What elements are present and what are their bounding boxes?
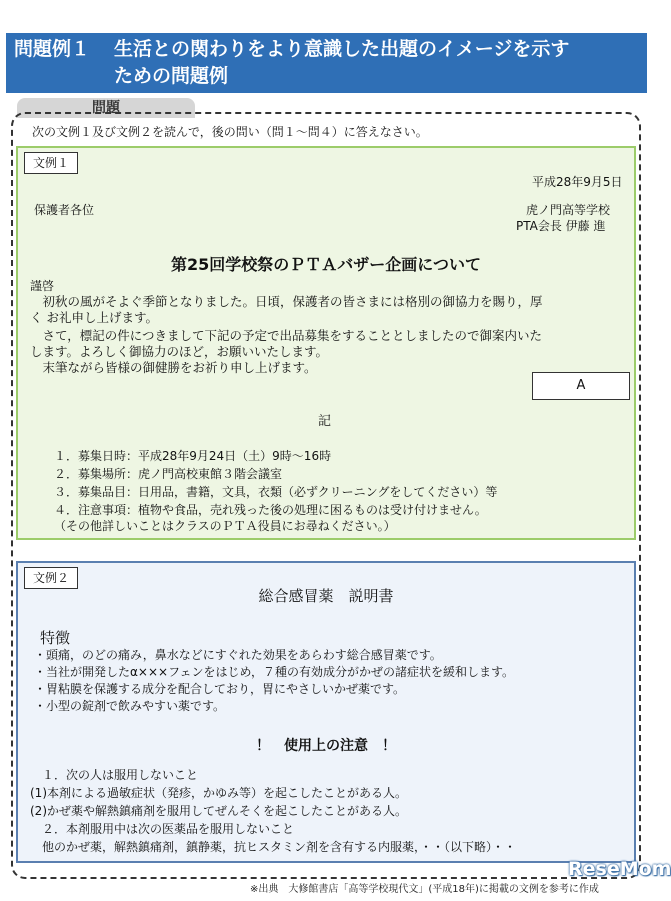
caution-line: (2)かぜ薬や解熱鎮痛剤を服用してぜんそくを起こしたことがある人。 — [30, 804, 408, 818]
caution-line: １．次の人は服用しないこと — [30, 768, 199, 782]
letter-body-line: 初秋の風がそよぐ季節となりました。日頃，保護者の皆さまには格別の御協力を賜り，厚 — [30, 294, 543, 309]
feature-item: ・小型の錠剤で飲みやすい薬です。 — [34, 699, 226, 713]
example1-tag: 文例１ — [24, 152, 78, 174]
example2-box — [16, 561, 636, 863]
list-item: （その他詳しいことはクラスのＰＴＡ役員にお尋ねください。） — [54, 519, 396, 533]
feature-item: ・頭痛，のどの痛み，鼻水などにすぐれた効果をあらわす総合感冒薬です。 — [34, 648, 442, 662]
caution-heading: ！ 使用上の注意 ！ — [256, 738, 396, 754]
instruction-text: 次の文例１及び文例２を読んで，後の問い（問１～問４）に答えなさい。 — [32, 125, 428, 139]
header-label: 問題例１ — [14, 38, 91, 60]
caution-line: 他のかぜ薬，解熱鎮痛剤，鎮静薬，抗ヒスタミン剤を含有する内服薬，・・（以下略）・・ — [30, 840, 517, 854]
letter-recipient: 保護者各位 — [34, 203, 95, 217]
feature-item: ・胃粘膜を保護する成分を配合しており，胃にやさしいかぜ薬です。 — [34, 682, 406, 696]
list-item: ２．募集場所：虎ノ門高校東館３階会議室 — [54, 467, 283, 481]
example1-box — [16, 146, 636, 540]
page-header — [6, 33, 647, 93]
blank-box-a: A — [532, 372, 630, 400]
header-line1 — [14, 36, 639, 63]
header-title-line2: ための問題例 — [114, 65, 229, 87]
letter-body-line: く お礼申し上げます。 — [30, 310, 158, 325]
question-tab: 問題 — [17, 98, 195, 118]
caution-line: (1)本剤による過敏症状（発疹，かゆみ等）を起こしたことがある人。 — [30, 786, 408, 800]
letter-title: 第25回学校祭のＰＴＡバザー企画について — [171, 255, 481, 274]
features-heading: 特徴 — [40, 629, 71, 647]
caution-line: ２．本剤服用中は次の医薬品を服用しないこと — [30, 822, 295, 836]
list-item: １．募集日時：平成28年9月24日（土）9時～16時 — [54, 449, 332, 463]
source-note: ※出典 大修館書店「高等学校現代文」(平成18年)に掲載の文例を参考に作成 — [250, 884, 599, 895]
example2-tag: 文例２ — [24, 567, 78, 589]
leaflet-title: 総合感冒薬 説明書 — [258, 587, 394, 605]
list-item: ３．募集品目：日用品，書籍，文具，衣類（必ずクリーニングをしてください）等 — [54, 485, 498, 499]
sender-school: 虎ノ門高等学校 — [526, 203, 611, 217]
letter-date: 平成28年9月5日 — [532, 175, 623, 189]
letter-body-line: します。よろしく御協力のほど，お願いいたします。 — [30, 344, 329, 359]
list-item: ４．注意事項：植物や食品，売れ残った後の処理に困るものは受け付けません。 — [54, 503, 487, 517]
letter-body-line: 末筆ながら皆様の御健勝をお祈り申し上げます。 — [30, 360, 317, 375]
ki-label: 記 — [318, 414, 332, 429]
watermark-logo: ReseMom — [568, 858, 671, 880]
header-title-line1: 生活との関わりをより意識した出題のイメージを示す — [114, 38, 570, 60]
letter-opening: 謹啓 — [30, 279, 55, 293]
sender-name: PTA会長 伊藤 進 — [516, 219, 606, 233]
letter-body-line: さて，標記の件につきまして下記の予定で出品募集をすることとしましたので御案内いた — [30, 328, 543, 343]
feature-item: ・当社が開発したα×××フェンをはじめ，７種の有効成分がかぜの諸症状を緩和します。 — [34, 665, 515, 679]
